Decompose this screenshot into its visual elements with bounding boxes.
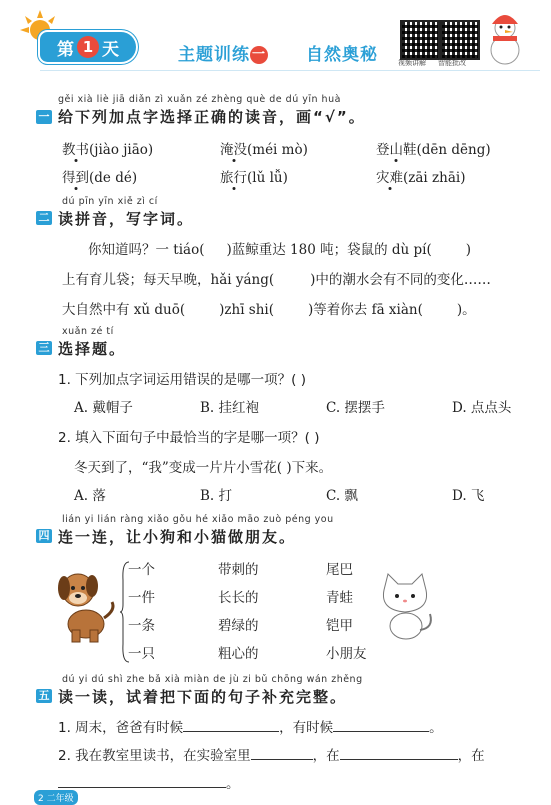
s5-blank-1[interactable]	[183, 731, 279, 732]
dog-icon	[52, 566, 118, 644]
s3-q1-option-b[interactable]: B. 挂红袍	[200, 400, 260, 416]
s4-col1-item-1[interactable]: 一个	[128, 562, 155, 578]
section2-pinyin: dú pīn yīn xiě zì cí	[62, 196, 158, 207]
s2-l3-d: )。	[456, 302, 476, 318]
s1-options-3[interactable]: (dēn dēng)	[416, 142, 491, 158]
s1-item-2	[220, 138, 308, 158]
section5-title: 读一读，试着把下面的句子补充完整。	[58, 688, 348, 706]
s5-s2-a: 2. 我在教室里读书，在实验室里	[58, 748, 251, 764]
s1-item-5	[220, 166, 288, 186]
s1-word-3: 登山鞋	[376, 142, 417, 158]
s2-l3-c: )等着你去 fā xiàn(	[308, 302, 423, 318]
qr-code-grading[interactable]	[440, 20, 480, 60]
s1-options-2[interactable]: (méi mò)	[247, 142, 308, 158]
s2-l2-b: )中的潮水会有不同的变化……	[310, 272, 491, 288]
snowman-icon	[480, 10, 530, 66]
s1-word-2: 淹没	[220, 142, 247, 158]
s3-question-2: 2. 填入下面句子中最恰当的字是哪一项？( )	[58, 430, 320, 446]
s4-col2-item-1[interactable]: 带刺的	[218, 562, 259, 578]
day-prefix: 第	[57, 39, 74, 60]
s4-col2-item-2[interactable]: 长长的	[218, 590, 259, 606]
s2-l3-b: )zhī shi(	[219, 302, 275, 318]
s5-s1-a: 1. 周末，爸爸有时候	[58, 720, 184, 736]
s5-blank-3[interactable]	[251, 759, 313, 760]
day-badge	[40, 32, 136, 62]
section3-marker: 三	[36, 341, 52, 355]
section3-pinyin: xuǎn zé tí	[62, 326, 114, 337]
header-divider	[40, 70, 540, 71]
section5-pinyin: dú yi dú shì zhe bǎ xià miàn de jù zi bǔ chōng wán zhěng	[62, 674, 363, 685]
page-number: 2 二年级	[34, 790, 78, 805]
s1-word-6: 灾难	[376, 170, 403, 186]
s5-sentence-1	[58, 716, 443, 736]
s1-word-4: 得到	[62, 170, 89, 186]
s1-item-3	[376, 138, 491, 158]
s2-line-2	[62, 268, 491, 288]
qr-label-grading: 智能批改	[438, 59, 466, 67]
section4-pinyin: lián yi lián ràng xiǎo gǒu hé xiǎo māo zuò péng you	[62, 514, 334, 525]
s5-blank-4[interactable]	[340, 759, 458, 760]
section4-title: 连一连，让小狗和小猫做朋友。	[58, 528, 297, 546]
s4-col2-item-4[interactable]: 粗心的	[218, 646, 259, 662]
section2-marker: 二	[36, 211, 52, 225]
cat-icon	[374, 570, 436, 642]
s1-word-1: 教书	[62, 142, 89, 158]
s5-s1-b: ，有时候	[279, 720, 334, 736]
s3-q2-option-c[interactable]: C. 飘	[326, 488, 358, 504]
theme-label	[178, 40, 268, 65]
s5-s2-c: ，在	[457, 748, 485, 764]
s3-q2-option-d[interactable]: D. 飞	[452, 488, 485, 504]
s3-q1-option-c[interactable]: C. 摆摆手	[326, 400, 385, 416]
s4-col2-item-3[interactable]: 碧绿的	[218, 618, 259, 634]
section2-title: 读拼音，写字词。	[58, 210, 195, 228]
s5-s2-b: ，在	[312, 748, 340, 764]
s3-q2-option-b[interactable]: B. 打	[200, 488, 233, 504]
s4-col3-item-2[interactable]: 青蛙	[326, 590, 353, 606]
s3-q2-option-a[interactable]: A. 落	[74, 488, 106, 504]
section3-title: 选择题。	[58, 340, 127, 358]
day-number: 1	[77, 36, 99, 58]
s4-col3-item-1[interactable]: 尾巴	[326, 562, 353, 578]
s3-q1-option-a[interactable]: A. 戴帽子	[74, 400, 133, 416]
section1-marker: 一	[36, 110, 52, 124]
s2-line-1	[88, 238, 471, 258]
s1-item-4	[62, 166, 137, 186]
section1-pinyin: gěi xià liè jiā diǎn zì xuǎn zé zhèng què de dú yīn huà	[58, 94, 341, 105]
s5-blank-5[interactable]	[58, 787, 226, 788]
s1-options-6[interactable]: (zāi zhāi)	[403, 170, 466, 186]
s4-col3-item-4[interactable]: 小朋友	[326, 646, 367, 662]
s5-blank-2[interactable]	[333, 731, 429, 732]
section4-marker: 四	[36, 529, 52, 543]
section5-marker: 五	[36, 689, 52, 703]
s4-col1-item-2[interactable]: 一件	[128, 590, 155, 606]
s5-s1-c: 。	[429, 720, 443, 736]
s2-l2-a: 上有育儿袋；每天早晚，hǎi yáng(	[62, 272, 275, 288]
s3-question-1: 1. 下列加点字词运用错误的是哪一项？( )	[58, 372, 306, 388]
s5-sentence-2	[58, 744, 485, 764]
s3-q2-sentence: 冬天到了，“我”变成一片片小雪花( )下来。	[74, 460, 333, 476]
section1-title: 给下列加点字选择正确的读音，画“√”。	[58, 108, 366, 126]
s5-s3: 。	[226, 776, 240, 792]
s4-col1-item-4[interactable]: 一只	[128, 646, 155, 662]
theme-name: 自然奥秘	[306, 45, 378, 65]
theme-label-text: 主题训练	[178, 45, 250, 65]
s1-word-5: 旅行	[220, 170, 247, 186]
s3-q1-option-d[interactable]: D. 点点头	[452, 400, 512, 416]
s4-col3-item-3[interactable]: 铠甲	[326, 618, 353, 634]
s1-item-1	[62, 138, 153, 158]
s2-l3-a: 大自然中有 xǔ duō(	[62, 302, 186, 318]
s1-options-4[interactable]: (de dé)	[89, 170, 138, 186]
s1-item-6	[376, 166, 465, 186]
day-suffix: 天	[102, 39, 119, 60]
s2-l1-a: 你知道吗？一 tiáo(	[88, 242, 205, 258]
s2-l1-b: )蓝鲸重达 180 吨；袋鼠的 dù pí(	[226, 242, 432, 258]
s2-l1-c: )	[465, 242, 472, 258]
s2-line-3	[62, 298, 476, 318]
s5-sentence-3	[58, 772, 240, 792]
s1-options-1[interactable]: (jiào jiāo)	[89, 142, 154, 158]
qr-label-video: 视频讲解	[398, 59, 426, 67]
qr-code-video[interactable]	[400, 20, 440, 60]
s4-col1-item-3[interactable]: 一条	[128, 618, 155, 634]
theme-index: 一	[251, 47, 266, 62]
s1-options-5[interactable]: (lǔ lǚ)	[247, 170, 288, 186]
